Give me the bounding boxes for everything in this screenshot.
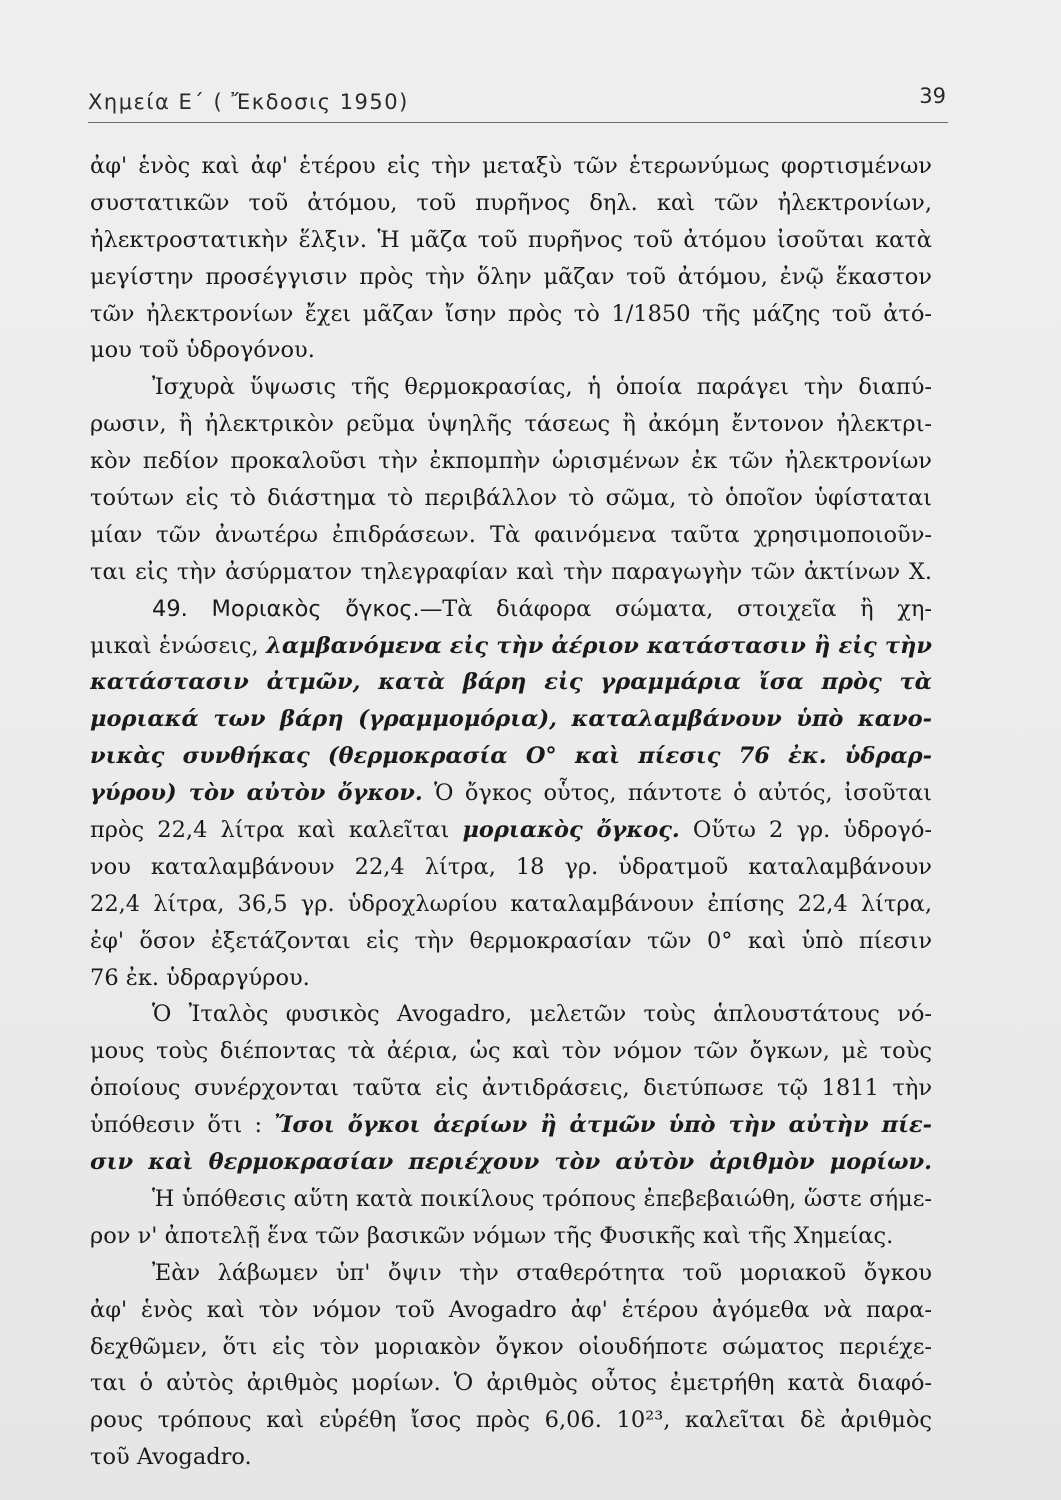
text-line (90, 222, 932, 259)
text-segment: μικαὶ ἑνώσεις, (90, 632, 267, 659)
text-segment: δεχθῶμεν, ὅτι εἰς τὸν μοριακὸν ὄγκον οἱουδήποτε σώματος περιέχε- (90, 1333, 932, 1360)
text-line (90, 849, 932, 886)
text-line (90, 517, 932, 554)
text-segment: Ὁ Ἰταλὸς φυσικὸς Avogadro, μελετῶν τοὺς ἁπλουστάτους νό- (152, 1001, 932, 1028)
text-segment: νου καταλαμβάνουν 22,4 λίτρα, 18 γρ. ὑδρατμοῦ καταλαμβάνουν (90, 853, 932, 880)
text-segment: ὁποίους συνέρχονται ταῦτα εἰς ἀντιδράσεις, διετύπωσε τῷ 1811 τὴν (90, 1075, 932, 1102)
text-line (90, 443, 932, 480)
text-line (90, 1107, 932, 1144)
text-segment: τοῦ Avogadro. (90, 1444, 252, 1471)
text-line (90, 332, 932, 369)
text-segment: κὸν πεδίον προκαλοῦσι τὴν ἐκπομπὴν ὡρισμένων ἐκ τῶν ἠλεκτρονίων (90, 448, 932, 475)
text-line (90, 1329, 932, 1366)
text-line (90, 1181, 932, 1218)
text-line (90, 996, 932, 1033)
section-title: 49. Μοριακὸς ὄγκος. (152, 595, 420, 622)
text-segment: ρον ν' ἀποτελῇ ἕνα τῶν βασικῶν νόμων τῆς Φυσικῆς καὶ τῆς Χημείας. (90, 1222, 894, 1249)
text-segment: —Τὰ διάφορα σώματα, στοιχεῖα ἢ χη- (419, 595, 932, 622)
body-text (90, 148, 932, 1476)
text-line (90, 1292, 932, 1329)
text-segment: ἐφ' ὅσον ἐξετάζονται εἰς τὴν θερμοκρασίαν τῶν 0° καὶ ὑπὸ πίεσιν (90, 927, 932, 954)
text-segment: πρὸς 22,4 λίτρα καὶ καλεῖται (90, 817, 463, 844)
text-segment: ὑπόθεσιν ὅτι : (90, 1112, 275, 1139)
text-line (90, 1218, 932, 1255)
text-segment: ρους τρόπους καὶ εὑρέθη ἴσος πρὸς 6,06. 10²³, καλεῖται δὲ ἀριθμὸς (90, 1407, 932, 1434)
text-segment: ἠλεκτροστατικὴν ἕλξιν. Ἡ μᾶζα τοῦ πυρῆνος τοῦ ἀτόμου ἰσοῦται κατὰ (90, 226, 932, 253)
header-rule (88, 122, 948, 123)
text-line (90, 148, 932, 185)
text-line (90, 296, 932, 333)
text-line (90, 775, 932, 812)
text-segment: Ὁ ὄγκος οὗτος, πάντοτε ὁ αὐτός, ἰσοῦται (422, 780, 932, 807)
text-line (90, 369, 932, 406)
text-line (90, 664, 932, 701)
text-segment: 76 ἐκ. ὑδραργύρου. (90, 964, 310, 991)
emphasis-text: σιν καὶ θερμοκρασίαν περιέχουν τὸν αὐτὸν ἀριθμὸν μορίων. (90, 1149, 932, 1176)
emphasis-text: κατάστασιν ἀτμῶν, κατὰ βάρη εἰς γραμμάρια ἴσα πρὸς τὰ (90, 669, 932, 696)
text-segment: ρωσιν, ἢ ἠλεκτρικὸν ρεῦμα ὑψηλῆς τάσεως ἢ ἀκόμη ἔντονον ἠλεκτρι- (90, 411, 932, 438)
emphasis-text: νικὰς συνθήκας (θερμοκρασία O° καὶ πίεσις 76 ἐκ. ὑδραρ- (90, 743, 932, 770)
emphasis-text: γύρου) τὸν αὐτὸν ὄγκον. (90, 780, 423, 807)
text-segment: μου τοῦ ὑδρογόνου. (90, 337, 315, 364)
text-segment: Ἐὰν λάβωμεν ὑπ' ὄψιν τὴν σταθερότητα τοῦ μοριακοῦ ὄγκου (152, 1259, 932, 1286)
text-line (90, 1439, 932, 1476)
text-segment: μίαν τῶν ἀνωτέρω ἐπιδράσεων. Τὰ φαινόμενα ταῦτα χρησιμοποιοῦν- (90, 521, 932, 548)
text-line (90, 738, 932, 775)
text-line (90, 628, 932, 665)
text-segment: συστατικῶν τοῦ ἀτόμου, τοῦ πυρῆνος δηλ. καὶ τῶν ἠλεκτρονίων, (90, 189, 932, 216)
text-line (90, 701, 932, 738)
text-line (90, 1070, 932, 1107)
text-segment: ται ὁ αὐτὸς ἀριθμὸς μορίων. Ὁ ἀριθμὸς οὗτος ἐμετρήθη κατὰ διαφό- (90, 1370, 932, 1397)
text-line (90, 259, 932, 296)
text-line (90, 812, 932, 849)
emphasis-text: Ἴσοι ὄγκοι ἀερίων ἢ ἀτμῶν ὑπὸ τὴν αὐτὴν πίε- (274, 1112, 932, 1139)
text-line (90, 960, 932, 997)
text-line (90, 185, 932, 222)
text-line (90, 1144, 932, 1181)
emphasis-text: λαμβανόμενα εἰς τὴν ἀέριον κατάστασιν ἢ εἰς τὴν (266, 632, 932, 659)
emphasis-text: μοριακά των βάρη (γραμμομόρια), καταλαμβάνουν ὑπὸ κανο- (90, 706, 932, 733)
text-segment: Οὕτω 2 γρ. ὑδρογό- (679, 817, 932, 844)
text-segment: μεγίστην προσέγγισιν πρὸς τὴν ὅλην μᾶζαν τοῦ ἀτόμου, ἐνῷ ἕκαστον (90, 263, 932, 290)
emphasis-text: μοριακὸς ὄγκος. (462, 817, 680, 844)
text-segment: ἀφ' ἑνὸς καὶ τὸν νόμον τοῦ Avogadro ἀφ' ἑτέρου ἀγόμεθα νὰ παρα- (90, 1296, 932, 1323)
text-line (90, 886, 932, 923)
text-line (90, 480, 932, 517)
text-line (90, 1255, 932, 1292)
text-segment: 22,4 λίτρα, 36,5 γρ. ὑδροχλωρίου καταλαμβάνουν ἐπίσης 22,4 λίτρα, (90, 890, 932, 917)
text-segment: Ἡ ὑπόθεσις αὕτη κατὰ ποικίλους τρόπους ἐπεβεβαιώθη, ὥστε σήμε- (152, 1185, 932, 1212)
page-header (88, 84, 948, 124)
text-segment: τῶν ἠλεκτρονίων ἔχει μᾶζαν ἴσην πρὸς τὸ 1/1850 τῆς μάζης τοῦ ἀτό- (90, 300, 932, 327)
page-number: 39 (919, 84, 946, 108)
text-segment: ἀφ' ἑνὸς καὶ ἀφ' ἑτέρου εἰς τὴν μεταξὺ τῶν ἑτερωνύμως φορτισμένων (90, 153, 932, 179)
text-line (90, 1365, 932, 1402)
text-line (90, 591, 932, 628)
text-line (90, 923, 932, 960)
text-segment: τούτων εἰς τὸ διάστημα τὸ περιβάλλον τὸ σῶμα, τὸ ὁποῖον ὑφίσταται (90, 485, 932, 512)
text-segment: Ἰσχυρὰ ὕψωσις τῆς θερμοκρασίας, ἡ ὁποία παράγει τὴν διαπύ- (152, 374, 932, 401)
text-line (90, 554, 932, 591)
text-segment: ται εἰς τὴν ἀσύρματον τηλεγραφίαν καὶ τὴν παραγωγὴν τῶν ἀκτίνων Χ. (90, 558, 932, 585)
text-line (90, 1402, 932, 1439)
text-line (90, 406, 932, 443)
text-line (90, 1033, 932, 1070)
running-head: Χημεία Ε΄ ( Ἔκδοσις 1950) (88, 90, 409, 114)
text-segment: μους τοὺς διέποντας τὰ ἀέρια, ὡς καὶ τὸν νόμον τῶν ὄγκων, μὲ τοὺς (90, 1038, 932, 1065)
